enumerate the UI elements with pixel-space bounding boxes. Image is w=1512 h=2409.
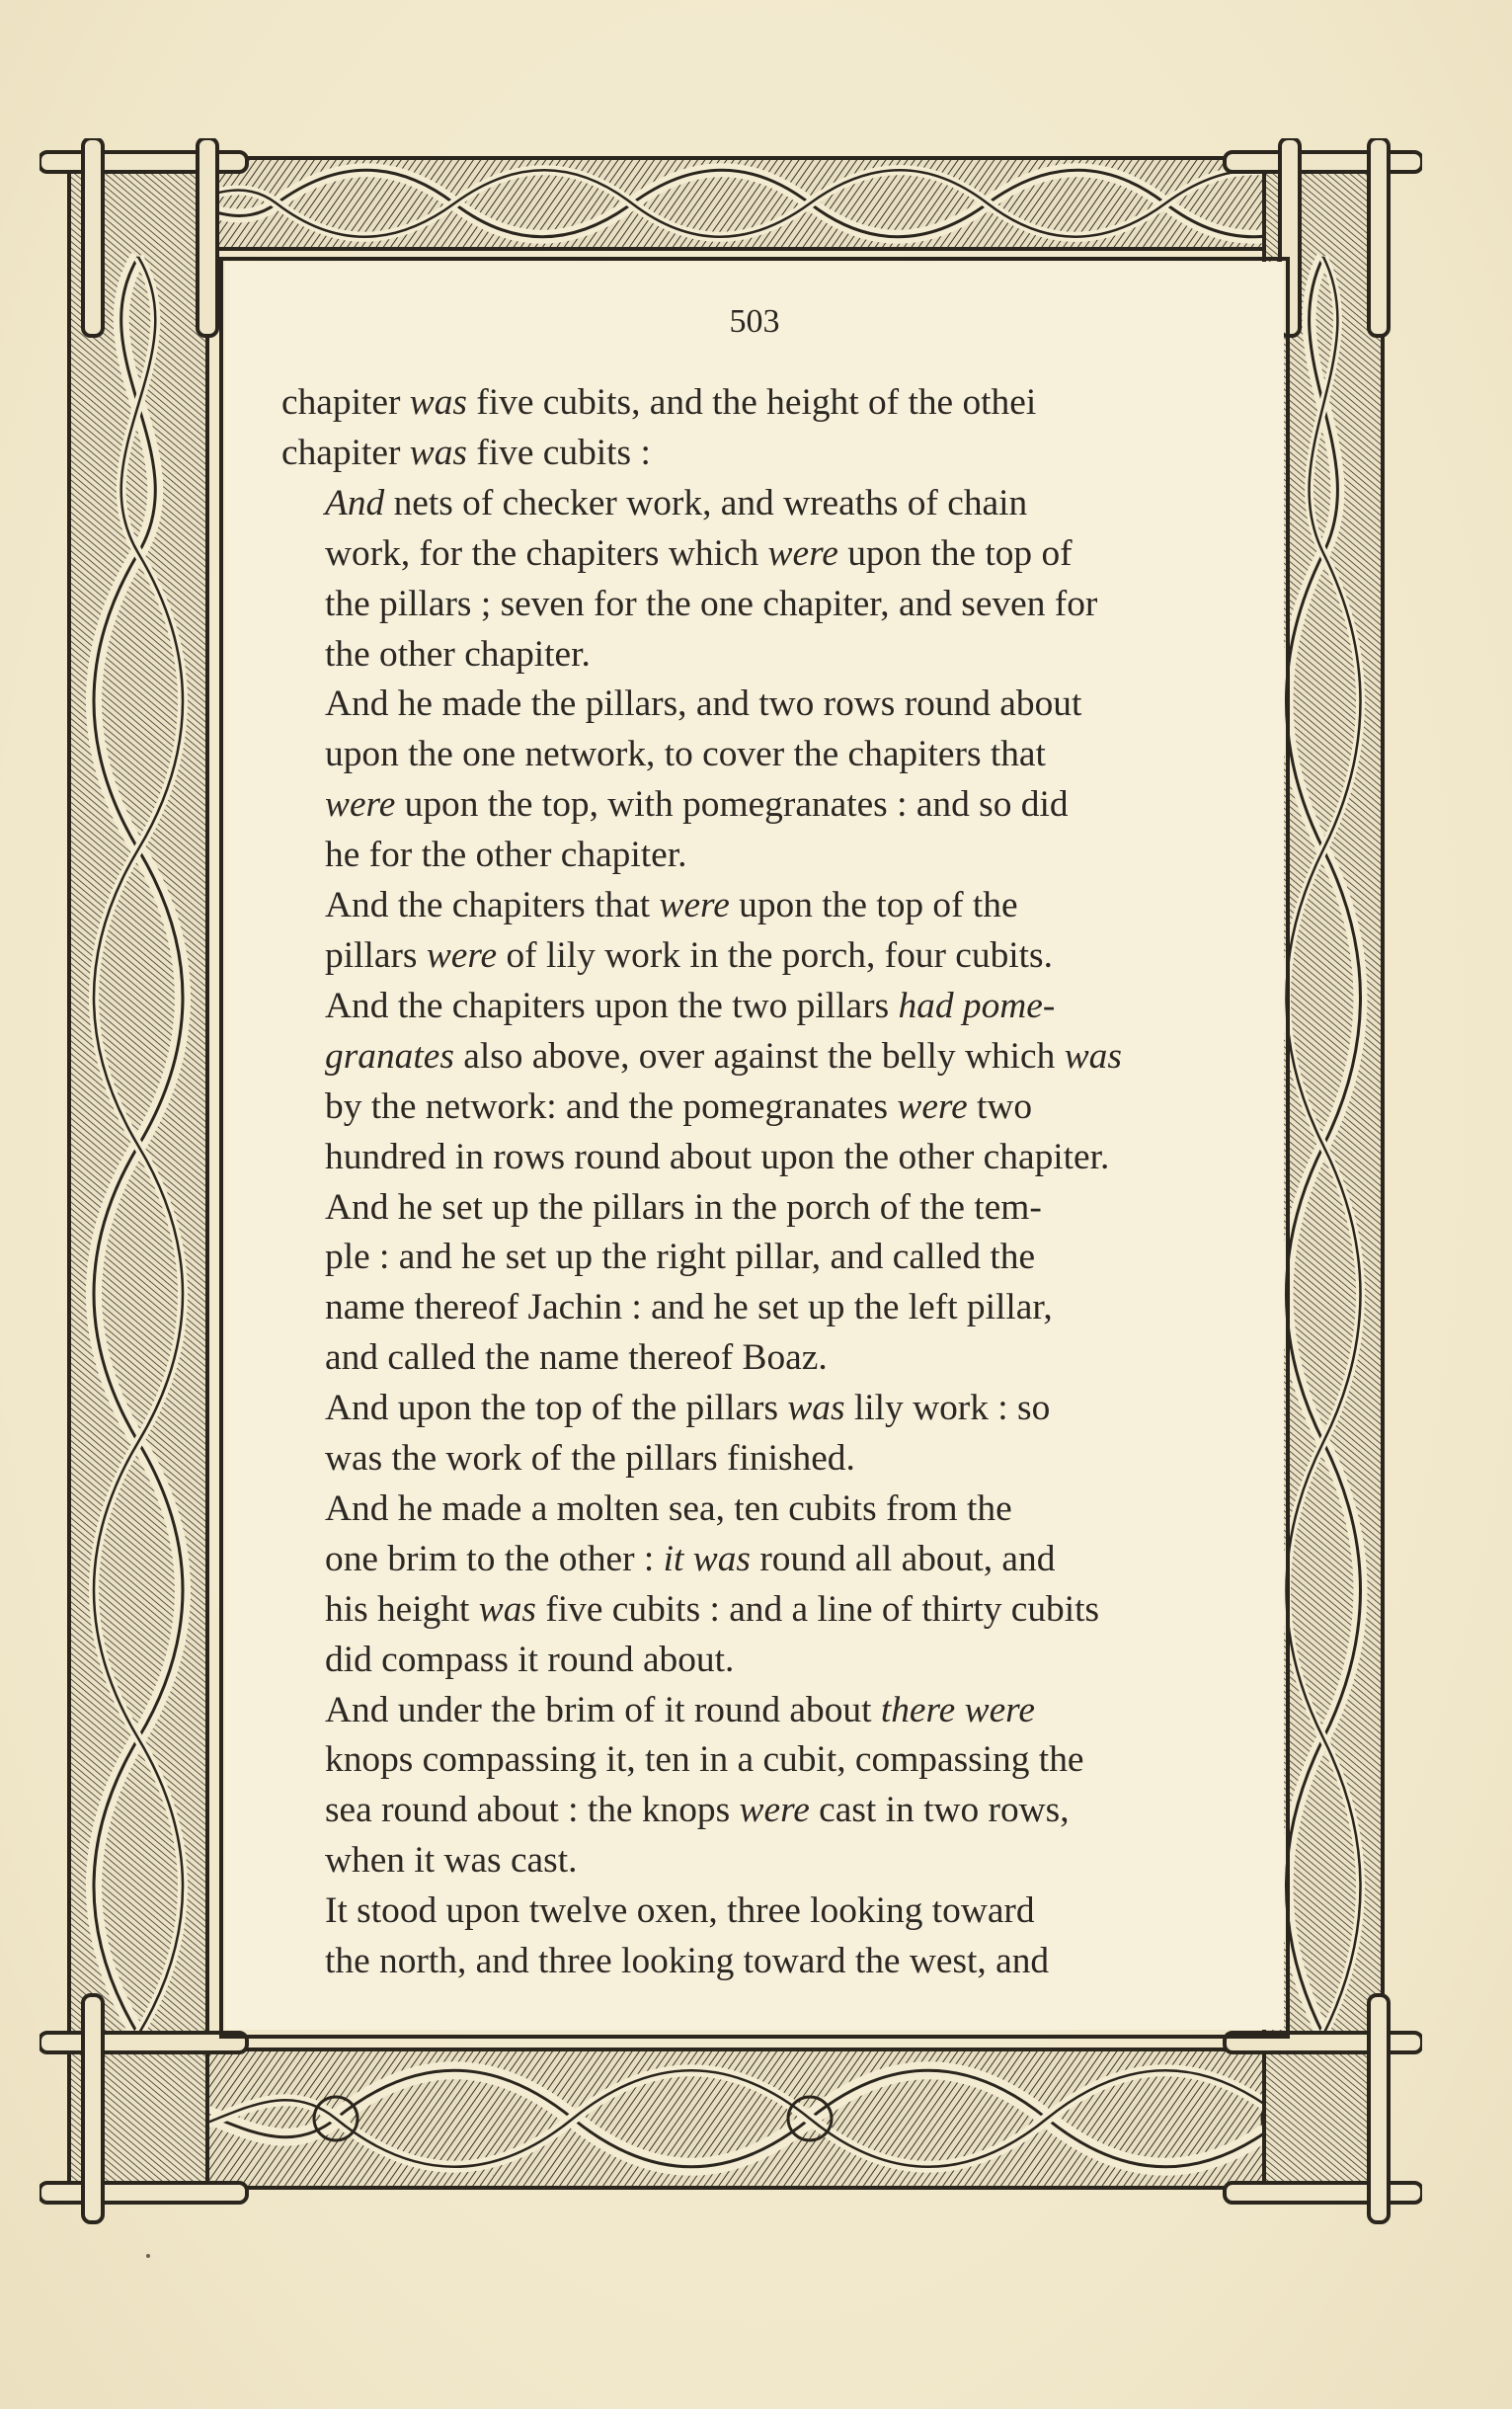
text-span: the north, and three looking toward the west, and	[325, 1941, 1050, 1982]
italic-word: there were	[880, 1689, 1035, 1730]
paragraph	[281, 1887, 1230, 1987]
italic-word: were	[659, 885, 730, 926]
italic-word: was	[409, 382, 467, 423]
text-span: sea round about : the knops	[325, 1790, 740, 1831]
text-line	[281, 1937, 1230, 1987]
text-span: also above, over against the belly which	[453, 1035, 1065, 1077]
bottom-band	[69, 2049, 1383, 2188]
italic-word: were	[739, 1790, 810, 1831]
text-span: hundred in rows round about upon the other chapiter.	[325, 1136, 1110, 1177]
top-band	[69, 158, 1383, 249]
text-line	[281, 378, 1230, 429]
text-span: two	[967, 1085, 1033, 1127]
body-text	[281, 378, 1230, 1987]
text-line	[281, 680, 1230, 730]
text-span: five cubits, and the height of the othei	[466, 382, 1037, 423]
text-span: work, for the chapiters which	[325, 532, 768, 574]
text-line	[281, 429, 1230, 479]
text-span: ple : and he set up the right pillar, and called the	[325, 1237, 1036, 1278]
text-span: chapiter	[281, 432, 410, 473]
text-span: knops compassing it, ten in a cubit, compassing the	[325, 1739, 1084, 1781]
text-line	[281, 982, 1230, 1032]
text-span: upon the top of the	[729, 885, 1018, 926]
text-line	[281, 1083, 1230, 1133]
italic-word: was	[1064, 1035, 1122, 1077]
text-span: And the chapiters upon the two pillars	[325, 985, 899, 1026]
text-line	[281, 730, 1230, 780]
text-span: when it was cast.	[325, 1840, 578, 1882]
text-span: And he made the pillars, and two rows round about	[325, 683, 1082, 725]
italic-word: had pome-	[898, 985, 1056, 1026]
text-span: And he set up the pillars in the porch of the tem-	[325, 1186, 1042, 1228]
text-line	[281, 529, 1230, 580]
text-span: the other chapiter.	[325, 633, 591, 675]
text-line	[281, 1887, 1230, 1937]
text-span: It stood upon twelve oxen, three looking toward	[325, 1890, 1035, 1932]
page-number: 503	[729, 303, 780, 340]
paragraph	[281, 1485, 1230, 1686]
ink-speck	[146, 2254, 150, 2258]
text-line	[281, 1133, 1230, 1183]
paragraph	[281, 1686, 1230, 1887]
text-line	[281, 1686, 1230, 1736]
text-span: by the network: and the pomegranates	[325, 1085, 898, 1127]
text-span: name thereof Jachin : and he set up the left pillar,	[325, 1287, 1053, 1328]
text-span: upon the top, with pomegranates : and so did	[395, 784, 1069, 826]
text-span: chapiter	[281, 382, 410, 423]
text-line	[281, 831, 1230, 881]
text-line	[281, 1585, 1230, 1636]
paragraph	[281, 378, 1230, 479]
text-span: his height	[325, 1588, 479, 1630]
text-line	[281, 1183, 1230, 1234]
text-span: the pillars ; seven for the one chapiter, and seven for	[325, 583, 1098, 624]
text-span: And upon the top of the pillars	[325, 1388, 788, 1429]
text-line	[281, 931, 1230, 982]
text-span: one brim to the other :	[325, 1538, 664, 1579]
italic-word: And	[325, 482, 385, 523]
paragraph	[281, 1183, 1230, 1385]
italic-word: granates	[325, 1035, 454, 1077]
text-span: lily work : so	[844, 1388, 1051, 1429]
text-line	[281, 1333, 1230, 1384]
text-line	[281, 630, 1230, 681]
text-panel	[225, 262, 1284, 2030]
text-line	[281, 780, 1230, 831]
italic-word: were	[897, 1085, 968, 1127]
text-line	[281, 1233, 1230, 1283]
text-span: upon the top of	[837, 532, 1073, 574]
paragraph	[281, 1384, 1230, 1485]
text-span: five cubits : and a line of thirty cubits	[535, 1588, 1100, 1630]
italic-word: were	[325, 784, 396, 826]
italic-word: was	[478, 1588, 536, 1630]
text-span: did compass it round about.	[325, 1639, 735, 1680]
text-line	[281, 1485, 1230, 1535]
paragraph	[281, 881, 1230, 982]
text-span: And he made a molten sea, ten cubits from the	[325, 1487, 1012, 1529]
left-band	[69, 158, 207, 2188]
text-span: five cubits :	[466, 432, 651, 473]
italic-word: was	[409, 432, 467, 473]
text-line	[281, 1384, 1230, 1434]
italic-word: it was	[663, 1538, 751, 1579]
text-line	[281, 1032, 1230, 1083]
text-span: pillars	[325, 934, 427, 976]
text-line	[281, 1283, 1230, 1333]
text-line	[281, 1434, 1230, 1485]
text-line	[281, 1636, 1230, 1686]
text-span: And the chapiters that	[325, 885, 660, 926]
text-span: round all about, and	[750, 1538, 1056, 1579]
text-span: And under the brim of it round about	[325, 1689, 881, 1730]
text-line	[281, 1786, 1230, 1836]
paragraph	[281, 982, 1230, 1183]
text-line	[281, 1836, 1230, 1887]
text-span: cast in two rows,	[809, 1790, 1070, 1831]
text-span: upon the one network, to cover the chapiters that	[325, 734, 1046, 775]
italic-word: were	[767, 532, 838, 574]
text-span: of lily work in the porch, four cubits.	[497, 934, 1053, 976]
text-span: he for the other chapiter.	[325, 835, 687, 876]
text-line	[281, 479, 1230, 529]
paragraph	[281, 479, 1230, 681]
text-span: and called the name thereof Boaz.	[325, 1337, 828, 1379]
text-line	[281, 1735, 1230, 1786]
italic-word: were	[426, 934, 498, 976]
text-line	[281, 881, 1230, 931]
text-line	[281, 1535, 1230, 1585]
italic-word: was	[787, 1388, 845, 1429]
text-span: was the work of the pillars finished.	[325, 1438, 855, 1480]
text-line	[281, 580, 1230, 630]
paragraph	[281, 680, 1230, 881]
text-span: nets of checker work, and wreaths of chain	[384, 482, 1028, 523]
